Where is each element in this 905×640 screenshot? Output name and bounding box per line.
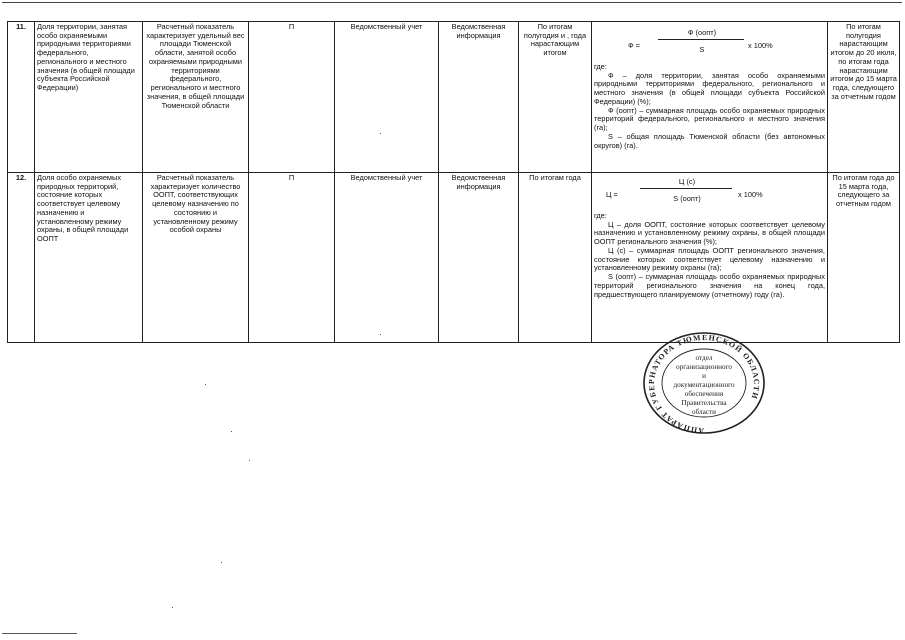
indicator-name: Доля особо охраняемых природных территорий, состояние которых соответствует целевому назначению и установленному режиму охраны, в общей площади ООПТ xyxy=(35,173,143,343)
definition-item: Ц (с) – суммарная площадь ООПТ регионального значения, состояние которых соответствует целевому назначению и установленному режиму охраны (га); xyxy=(594,245,825,273)
info-type: Ведомственная информация xyxy=(439,22,519,173)
formula-lhs: Ц = xyxy=(606,190,618,199)
row-number: 12. xyxy=(8,173,35,343)
definitions-intro: где: xyxy=(594,211,607,220)
formula xyxy=(594,178,825,212)
formula-definitions xyxy=(594,212,825,299)
submission-deadline: По итогам полугодия нарастающим итогом до 20 июля, по итогам года нарастающим итогом до 15 марта года, следующего за отчетным годом xyxy=(828,22,900,173)
row-number: 11. xyxy=(8,22,35,173)
formula xyxy=(594,29,825,63)
scan-speck xyxy=(221,562,222,563)
definitions-intro: где: xyxy=(594,62,607,71)
page-top-rule xyxy=(2,2,902,3)
stamp-line: и xyxy=(702,372,706,380)
data-source: Ведомственный учет xyxy=(335,173,439,343)
stamp-line: обеспечения xyxy=(684,390,724,398)
fraction-bar xyxy=(658,39,744,40)
indicator-type: П xyxy=(249,173,335,343)
report-period: По итогам года xyxy=(519,173,592,343)
scan-speck xyxy=(380,133,381,134)
formula-numerator: Ц (с) xyxy=(678,177,696,186)
table-row xyxy=(8,22,900,173)
formula-cell xyxy=(592,173,828,343)
definition-item: Ф (оопт) – суммарная площадь особо охраняемых природных территорий федерального, регионального и местного значения (га); xyxy=(594,105,825,133)
report-period: По итогам полугодия и , года нарастающим итогом xyxy=(519,22,592,173)
formula-rhs: х 100% xyxy=(738,190,763,199)
definition-item: S – общая площадь Тюменской области (без автономных округов) (га). xyxy=(594,131,825,150)
formula-numerator: Ф (оопт) xyxy=(687,28,717,37)
scan-speck xyxy=(249,460,250,461)
stamp-line: организационного xyxy=(676,363,732,371)
scan-speck xyxy=(231,431,232,432)
stamp-line: отдел xyxy=(695,354,713,362)
stamp-center-text xyxy=(673,354,734,416)
indicator-name: Доля территории, занятая особо охраняемыми природными территориями федерального, регионального и местного значения (в общей площади субъекта Российской Федерации) xyxy=(35,22,143,173)
formula-denominator: S (оопт) xyxy=(673,194,701,203)
submission-deadline: По итогам года до 15 марта года, следующего за отчетным годом xyxy=(828,173,900,343)
indicator-type: П xyxy=(249,22,335,173)
indicator-method: Расчетный показатель характеризует удельный вес площади Тюменской области, занятой особо охраняемыми природными территориями федерального, регионального и местного значения, в общей площади Тюменской области xyxy=(143,22,249,173)
formula-denominator: S xyxy=(699,45,705,54)
definition-item: S (оопт) – суммарная площадь особо охраняемых природных территорий регионального значения на конец года, предшествующего планируемому (отчетному) году (га). xyxy=(594,272,825,299)
stamp-line: области xyxy=(691,408,717,416)
formula-rhs: х 100% xyxy=(748,41,773,50)
indicator-method: Расчетный показатель характеризует количество ООПТ, соответствующих целевому назначению по состоянию и установленному режиму особой охраны xyxy=(143,173,249,343)
stamp-line: документационного xyxy=(673,381,735,389)
official-stamp xyxy=(641,331,767,435)
fraction-bar xyxy=(640,188,732,189)
stamp-ring-textpath: АППАРАТ ГУБЕРНАТОРА ТЮМЕНСКОЙ ОБЛАСТИ xyxy=(646,332,762,435)
table-row xyxy=(8,173,900,343)
page-bottom-rule xyxy=(2,633,77,634)
indicators-table xyxy=(7,21,900,343)
info-type: Ведомственная информация xyxy=(439,173,519,343)
data-source: Ведомственный учет xyxy=(335,22,439,173)
scan-speck xyxy=(205,384,206,385)
definition-item: Ф – доля территории, занятая особо охраняемыми природными территориями федерального, регионального и местного значения (в общей площади субъекта Российской Федерации) (%); xyxy=(594,70,825,106)
definition-item: Ц – доля ООПТ, состояние которых соответствует целевому назначению и установленному режиму охраны, в общей площади ООПТ регионального значения (%); xyxy=(594,219,825,247)
formula-lhs: Ф = xyxy=(628,41,640,50)
scan-speck xyxy=(380,334,381,335)
formula-cell xyxy=(592,22,828,173)
stamp-line: Правительства xyxy=(681,399,727,407)
formula-definitions xyxy=(594,63,825,150)
scan-speck xyxy=(172,607,173,608)
